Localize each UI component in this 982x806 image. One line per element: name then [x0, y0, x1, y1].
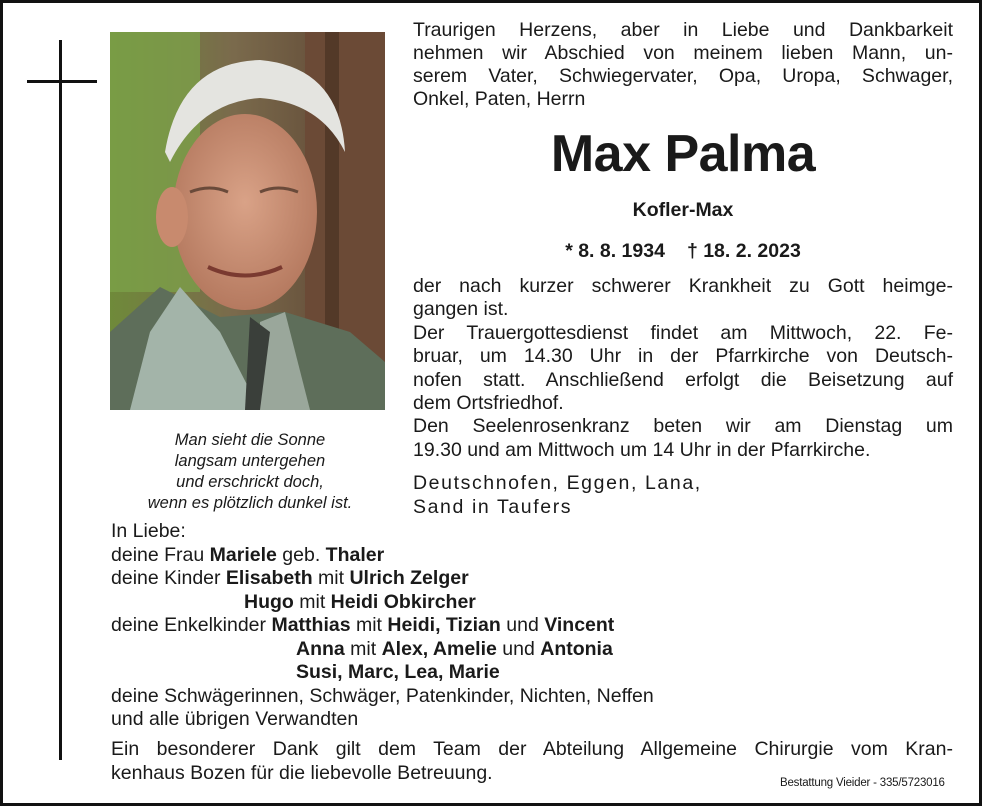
maiden-name: Thaler — [325, 543, 385, 566]
grandchild-name: Matthias — [271, 614, 351, 636]
cross-icon — [59, 40, 62, 760]
body-line: der nach kurzer schwerer Krankheit zu Gott heimge- — [413, 275, 953, 297]
label: und — [502, 637, 535, 660]
cross-icon-bar — [27, 80, 97, 83]
body-line: nofen statt. Anschließend erfolgt die Beisetzung auf — [413, 368, 953, 391]
label: mit — [355, 614, 382, 636]
family-list — [111, 520, 961, 732]
label: und — [506, 614, 539, 636]
family-heading: In Liebe: — [111, 520, 186, 542]
funeral-home-credit: Bestattung Vieider - 335/5723016 — [780, 777, 945, 789]
great-grandchild-name: Antonia — [540, 637, 613, 660]
great-grandchild-name: Vincent — [544, 614, 615, 636]
intro-line: Onkel, Paten, Herrn — [413, 88, 586, 110]
label: deine Kinder — [111, 567, 221, 589]
birth-date: * 8. 8. 1934 — [565, 240, 665, 262]
thanks-line: kenhaus Bozen für die liebevolle Betreuung. — [111, 761, 493, 784]
nickname: Kofler-Max — [632, 199, 734, 221]
label: mit — [318, 567, 345, 589]
portrait-photo — [110, 32, 385, 410]
intro-line: nehmen wir Abschied von meinem lieben Mann, un- — [413, 42, 953, 64]
quote-line: Man sieht die Sonne — [174, 431, 326, 449]
grandchild-name: Anna — [296, 637, 345, 660]
child-name: Hugo — [244, 590, 294, 613]
body-line: Der Trauergottesdienst findet am Mittwoch, 22. Fe- — [413, 321, 953, 344]
places — [413, 472, 953, 519]
family-row-child — [111, 567, 961, 591]
body-line: gangen ist. — [413, 298, 509, 321]
great-grandchildren: Heidi, Tizian — [387, 614, 501, 636]
quote-line: wenn es plötzlich dunkel ist. — [147, 494, 353, 512]
label: deine Frau — [111, 543, 205, 566]
places-line: Deutschnofen, Eggen, Lana, — [413, 472, 702, 494]
wife-name: Mariele — [209, 543, 277, 566]
intro-line: Traurigen Herzens, aber in Liebe und Dankbarkeit — [413, 19, 953, 41]
intro-text — [413, 19, 953, 111]
family-row-inlaws: deine Schwägerinnen, Schwäger, Patenkinder, Nichten, Neffen — [111, 684, 654, 707]
partner-name: Ulrich Zelger — [349, 567, 469, 589]
label: mit — [350, 637, 377, 660]
announcement-text — [413, 275, 953, 462]
grandchild-names: Susi, Marc, Lea, Marie — [296, 661, 500, 683]
deceased-name: Max Palma — [550, 125, 816, 183]
family-row-relatives: und alle übrigen Verwandten — [111, 708, 359, 730]
death-date: † 18. 2. 2023 — [686, 240, 801, 262]
quote-line: langsam untergehen — [174, 452, 326, 470]
family-row-child — [111, 591, 961, 615]
quote-line: und erschrickt doch, — [176, 473, 324, 491]
life-dates — [413, 240, 953, 263]
body-line: bruar, um 14.30 Uhr in der Pfarrkirche von Deutsch- — [413, 345, 953, 368]
body-line: dem Ortsfriedhof. — [413, 392, 564, 415]
memorial-quote — [100, 430, 400, 514]
label: mit — [299, 590, 326, 613]
great-grandchildren: Alex, Amelie — [381, 637, 497, 660]
child-name: Elisabeth — [225, 567, 313, 589]
body-line: Den Seelenrosenkranz beten wir am Dienstag um — [413, 415, 953, 438]
portrait-image — [110, 32, 385, 410]
places-line: Sand in Taufers — [413, 495, 573, 518]
label: geb. — [282, 543, 321, 566]
family-row-wife — [111, 544, 961, 568]
body-line: 19.30 und am Mittwoch um 14 Uhr in der Pfarrkirche. — [413, 438, 871, 461]
family-row-grandchildren — [111, 661, 961, 685]
family-row-grandchildren — [111, 638, 961, 662]
partner-name: Heidi Obkircher — [330, 590, 476, 613]
label: deine Enkelkinder — [111, 614, 267, 636]
intro-line: serem Vater, Schwiegervater, Opa, Uropa, Schwager, — [413, 65, 953, 87]
thanks-line: Ein besonderer Dank gilt dem Team der Abteilung Allgemeine Chirurgie vom Kran- — [111, 738, 953, 760]
family-row-grandchildren — [111, 614, 961, 638]
